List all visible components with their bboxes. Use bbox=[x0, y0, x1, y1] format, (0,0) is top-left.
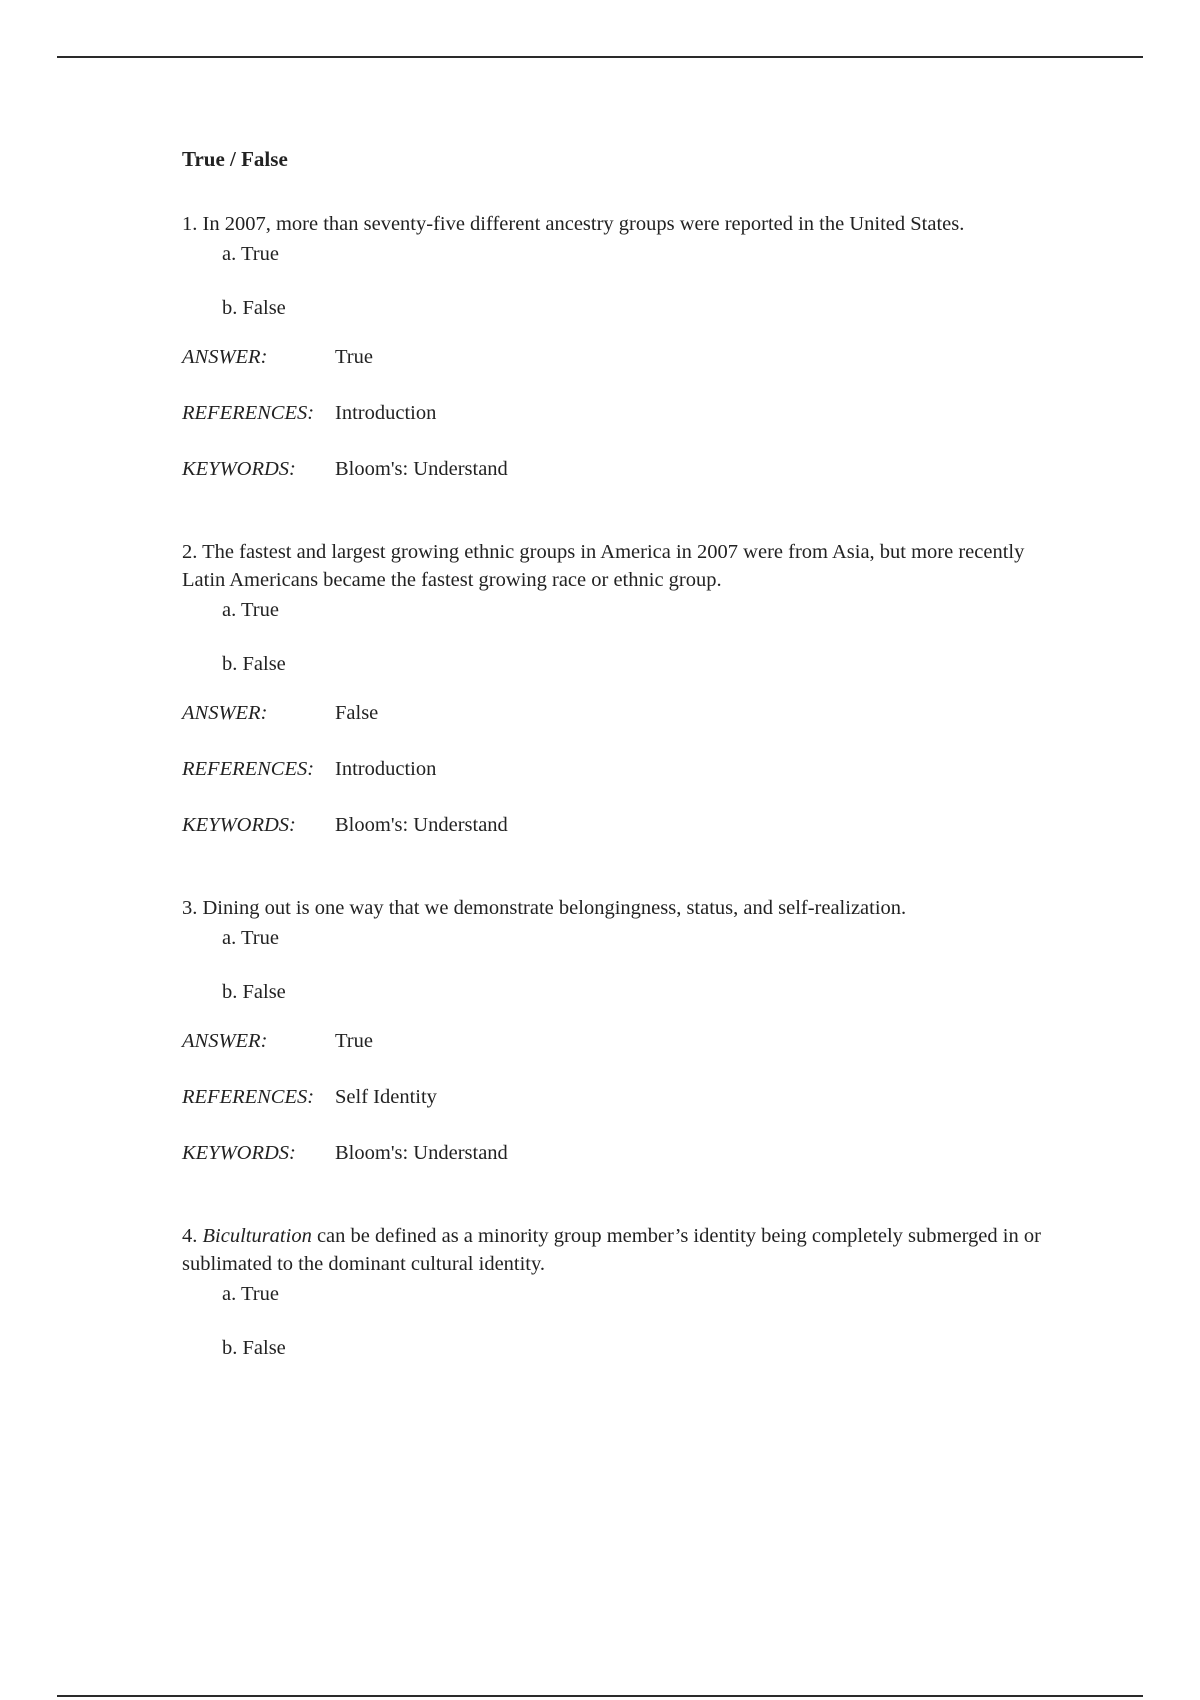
question-text: The fastest and largest growing ethnic groups in America in 2007 were from Asia, but more recently Latin Americans became the fastest growing race or ethnic group. bbox=[182, 541, 1025, 591]
option-a: a. True bbox=[222, 927, 279, 949]
answer-options bbox=[222, 1281, 1062, 1361]
answer-value: False bbox=[335, 702, 379, 724]
references-label: REFERENCES: bbox=[182, 402, 315, 424]
question-stem bbox=[182, 210, 1062, 238]
question-1 bbox=[182, 210, 1062, 482]
answer-options bbox=[222, 597, 1062, 677]
keywords-value: Bloom's: Understand bbox=[335, 1142, 508, 1164]
top-rule bbox=[57, 56, 1143, 58]
keywords-value: Bloom's: Understand bbox=[335, 814, 508, 836]
answer-label: ANSWER: bbox=[182, 702, 268, 724]
option-a: a. True bbox=[222, 599, 279, 621]
option-a: a. True bbox=[222, 243, 279, 265]
question-2 bbox=[182, 538, 1062, 838]
bottom-rule bbox=[57, 1695, 1143, 1697]
keywords-label: KEYWORDS: bbox=[182, 1142, 296, 1164]
question-3 bbox=[182, 894, 1062, 1166]
question-number: 1. bbox=[182, 213, 198, 235]
references-label: REFERENCES: bbox=[182, 1086, 315, 1108]
question-stem bbox=[182, 1222, 1062, 1278]
references-value: Introduction bbox=[335, 758, 437, 780]
question-stem bbox=[182, 538, 1062, 594]
answer-row bbox=[182, 1028, 1062, 1054]
question-number: 4. bbox=[182, 1225, 198, 1247]
references-value: Introduction bbox=[335, 402, 437, 424]
keywords-label: KEYWORDS: bbox=[182, 814, 296, 836]
option-b: b. False bbox=[222, 981, 286, 1003]
question-stem bbox=[182, 894, 1062, 922]
answer-value: True bbox=[335, 346, 373, 368]
keywords-row bbox=[182, 812, 1062, 838]
answer-row bbox=[182, 344, 1062, 370]
answer-label: ANSWER: bbox=[182, 1030, 268, 1052]
option-b: b. False bbox=[222, 1337, 286, 1359]
option-b: b. False bbox=[222, 297, 286, 319]
answer-options bbox=[222, 241, 1062, 321]
document-body bbox=[182, 145, 1062, 1417]
references-label: REFERENCES: bbox=[182, 758, 315, 780]
emphasized-term: Biculturation bbox=[202, 1225, 312, 1247]
references-row bbox=[182, 1084, 1062, 1110]
question-text: In 2007, more than seventy-five different ancestry groups were reported in the United States. bbox=[197, 213, 965, 235]
references-row bbox=[182, 400, 1062, 426]
keywords-row bbox=[182, 456, 1062, 482]
question-number: 3. bbox=[182, 897, 198, 919]
section-heading: True / False bbox=[182, 147, 288, 171]
keywords-label: KEYWORDS: bbox=[182, 458, 296, 480]
references-row bbox=[182, 756, 1062, 782]
keywords-value: Bloom's: Understand bbox=[335, 458, 508, 480]
answer-row bbox=[182, 700, 1062, 726]
question-4 bbox=[182, 1222, 1062, 1361]
question-text: can be defined as a minority group member’s identity being completely submerged in or sublimated to the dominant cultural identity. bbox=[182, 1225, 1041, 1275]
option-b: b. False bbox=[222, 653, 286, 675]
question-text: Dining out is one way that we demonstrate belongingness, status, and self-realization. bbox=[197, 897, 907, 919]
answer-label: ANSWER: bbox=[182, 346, 268, 368]
answer-value: True bbox=[335, 1030, 373, 1052]
answer-options bbox=[222, 925, 1062, 1005]
keywords-row bbox=[182, 1140, 1062, 1166]
question-number: 2. bbox=[182, 541, 198, 563]
option-a: a. True bbox=[222, 1283, 279, 1305]
references-value: Self Identity bbox=[335, 1086, 437, 1108]
